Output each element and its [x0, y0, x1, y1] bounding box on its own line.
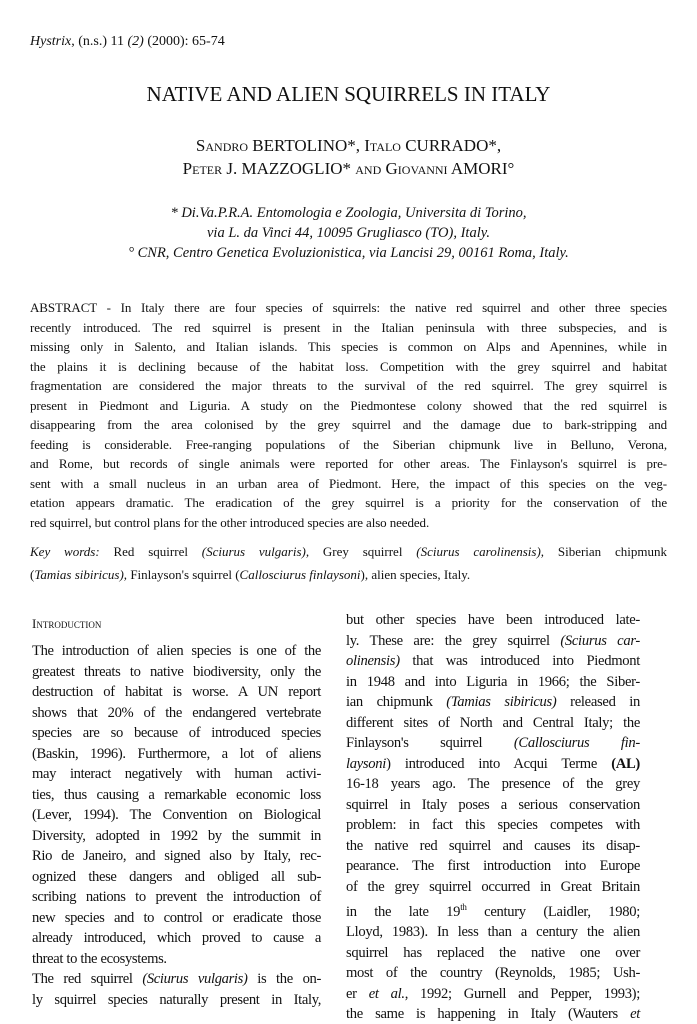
pages: (2000): 65-74 [143, 34, 225, 49]
text-line [32, 641, 321, 662]
authors [0, 134, 697, 180]
text-line [346, 692, 640, 713]
text-line [32, 846, 321, 867]
text-line [32, 949, 321, 970]
issue: (2) [127, 34, 144, 49]
text-line [346, 922, 640, 943]
text-segment: shows that 20% of the endangered vertebrate [32, 704, 321, 721]
text-segment: the native red squirrel and causes its disap- [346, 837, 640, 854]
text-line [30, 493, 667, 513]
text-line [32, 908, 321, 929]
text-segment: and Rome, but records of single animals were reported for other areas. The Finlayson's squirrel is pre- [30, 456, 667, 471]
text-segment: Finlayson's squirrel ( [127, 567, 240, 582]
text-line [30, 513, 667, 533]
author-line: Sandro BERTOLINO*, Italo CURRADO*, [195, 136, 502, 155]
text-segment: Key words: [30, 544, 100, 559]
text-segment: The introduction of alien species is one of the [32, 643, 321, 659]
text-line [346, 713, 640, 734]
text-segment: (Callosciurus fin- [513, 735, 640, 751]
text-line [32, 990, 321, 1011]
text-segment: ian chipmunk [346, 694, 447, 710]
text-segment: but other species have been introduced late- [346, 612, 640, 628]
text-segment: Red squirrel [99, 544, 202, 559]
text-segment: (Baskin, 1996). Furthermore, a lot of aliens [32, 745, 321, 762]
text-line [30, 435, 667, 455]
text-segment: ) introduced into Acqui Terme [386, 755, 612, 772]
text-segment: the same is happening in Italy (Wauters [346, 1006, 631, 1023]
section-heading-introduction: Introduction [32, 616, 102, 631]
text-segment: century (Laidler, 1980; [466, 903, 640, 920]
journal-citation [30, 34, 225, 50]
volume: , (n.s.) 11 [71, 34, 128, 49]
left-column-text [32, 641, 321, 1010]
text-line [30, 357, 667, 377]
keywords [30, 540, 667, 586]
text-segment: missing only in Salento, and Italian islands. This species is common on Alps and Apennines, while in [30, 339, 667, 354]
text-line [346, 1004, 640, 1024]
text-segment: ties, thus causing a remarkable economic loss [32, 786, 321, 803]
text-segment: ly. These are: the grey squirrel [346, 632, 561, 649]
text-line [346, 754, 640, 775]
journal-name: Hystrix [30, 34, 72, 49]
text-segment: the plains it is declining because of the habitat loss. Competition with the grey squirrel and habitat [30, 358, 667, 374]
text-line [32, 744, 321, 765]
text-segment: already introduced, which proved to cause a [32, 930, 321, 946]
text-line [346, 856, 640, 877]
text-segment: problem: in fact this species competes with [346, 817, 640, 833]
text-segment: in the late 19 [346, 903, 461, 920]
text-segment: threat to the ecosystems. [32, 950, 167, 967]
text-segment: fragmentation are considered the major threats to the survival of the red squirrel. The grey squirrel is [30, 378, 667, 393]
abstract [30, 298, 667, 532]
text-segment: 16-18 years ago. The presence of the grey [346, 776, 640, 792]
text-line [346, 836, 640, 857]
text-segment: red squirrel, but control plans for the other introduced species are also needed. [30, 514, 430, 530]
text-line [30, 298, 667, 318]
text-segment: (Lever, 1994). The Convention on Biological [32, 807, 321, 823]
affiliation-line: ° CNR, Centro Genetica Evoluzionistica, via Lancisi 29, 00161 Roma, Italy. [128, 245, 569, 261]
text-line [346, 897, 640, 922]
text-segment: ), alien species, Italy. [360, 567, 471, 582]
text-segment: ognized these dangers and obliged all sub- [32, 868, 321, 885]
text-segment: feeding is considerable. Free-ranging populations of the Siberian chipmunk live in Belluno, Verona, [30, 436, 667, 452]
text-segment: (Sciurus carolinensis), [416, 544, 545, 559]
text-segment: Diversity, adopted in 1992 by the summit in [32, 827, 321, 844]
text-segment: sent with a small nucleus in an urban area of Piedmont. Here, the impact of this species on the veg- [30, 475, 667, 491]
text-line [346, 733, 640, 754]
text-segment: new species and to control or eradicate those [32, 909, 321, 926]
text-line [30, 337, 667, 357]
text-segment: that was introduced into Piedmont [399, 653, 640, 669]
text-segment: may interact negatively with human activi- [32, 766, 321, 782]
text-segment: (AL) [611, 755, 640, 772]
text-line [346, 815, 640, 836]
text-segment: recently introduced. The red squirrel is present in the Italian peninsula with three subspecies, and is [30, 319, 667, 335]
text-segment: Grey squirrel [309, 544, 417, 559]
text-line [32, 703, 321, 724]
text-line [32, 723, 321, 744]
text-line [32, 826, 321, 847]
text-segment: is the on- [247, 971, 321, 987]
text-segment: ABSTRACT - In Italy there are four species of squirrels: the native red squirrel and other three species [30, 300, 667, 315]
text-segment: released in [556, 694, 640, 710]
text-segment: destruction of habitat is worse. A UN report [32, 684, 321, 700]
text-line [30, 540, 667, 563]
text-line [346, 795, 640, 816]
text-line [30, 376, 667, 396]
text-segment: Tamias sibiricus), [34, 567, 128, 582]
text-line [346, 877, 640, 898]
text-segment: (Sciurus car- [560, 632, 640, 649]
text-segment: Finlayson's squirrel [346, 735, 514, 751]
text-segment: present in Piedmont and Liguria. A study on the Piedmontese colony showed that the red squirrel is [30, 397, 667, 413]
text-segment: different sites of North and Central Italy; the [346, 714, 640, 731]
text-segment: Lloyd, 1983). In less than a century the alien [346, 924, 640, 941]
text-line [32, 928, 321, 949]
text-segment: Callosciurus finlaysoni [239, 567, 361, 582]
text-segment: Rio de Janeiro, and signed also by Italy, rec- [32, 848, 321, 864]
text-segment: of the grey squirrel occurred in Great Britain [346, 878, 640, 895]
text-segment: most of the country (Reynolds, 1985; Ush- [346, 965, 640, 982]
text-line [30, 474, 667, 494]
text-segment: Siberian chipmunk [544, 544, 667, 559]
affiliation-line: via L. da Vinci 44, 10095 Grugliasco (TO), Italy. [206, 225, 490, 241]
text-line [32, 867, 321, 888]
text-segment: disappearing from the area colonised by the grey squirrel and the damage due to bark-stripping and [30, 417, 667, 432]
text-segment: (Sciurus vulgaris) [142, 971, 248, 987]
text-line [30, 415, 667, 435]
text-segment: , 1992; Gurnell and Pepper, 1993); [404, 985, 641, 1002]
text-line [30, 318, 667, 338]
text-segment: olinensis) [346, 653, 400, 669]
text-segment: etation appears dramatic. The eradication of the grey squirrel is a priority for the conservation of the [30, 495, 667, 510]
text-line [32, 887, 321, 908]
text-segment: pearance. The first introduction into Europe [346, 858, 640, 874]
text-segment: et [630, 1006, 640, 1023]
text-line [32, 969, 321, 990]
paper-title: NATIVE AND ALIEN SQUIRRELS IN ITALY [146, 82, 551, 106]
text-line [32, 785, 321, 806]
text-segment: in 1948 and into Liguria in 1966; the Siber- [346, 673, 640, 690]
text-segment: greatest threats to native biodiversity, only the [32, 663, 321, 680]
text-segment: ( [30, 567, 35, 582]
right-column-text [346, 610, 640, 1024]
text-segment: The red squirrel [32, 971, 143, 987]
text-segment: er [346, 985, 369, 1002]
text-line [346, 963, 640, 984]
text-line [30, 563, 667, 586]
text-segment: squirrel in Italy poses a serious conservation [346, 796, 640, 813]
text-line [346, 774, 640, 795]
text-segment: scribing nations to prevent the introduction of [32, 889, 321, 905]
text-line [30, 396, 667, 416]
text-line [346, 984, 640, 1005]
text-segment: ly squirrel species naturally present in Italy, [32, 991, 321, 1008]
text-segment: species are so because of introduced species [32, 725, 321, 741]
affiliations [0, 203, 697, 263]
text-line [346, 651, 640, 672]
text-line [32, 805, 321, 826]
text-line [346, 631, 640, 652]
text-line [32, 682, 321, 703]
text-segment: (Sciurus vulgaris), [201, 544, 310, 559]
text-segment: th [460, 902, 467, 912]
text-line [346, 672, 640, 693]
text-line [32, 764, 321, 785]
text-line [30, 454, 667, 474]
text-line [346, 610, 640, 631]
text-segment: (Tamias sibiricus) [446, 694, 557, 710]
text-segment: laysoni [346, 755, 387, 772]
text-segment: et al. [368, 985, 405, 1002]
text-line [32, 662, 321, 683]
affiliation-line: * Di.Va.P.R.A. Entomologia e Zoologia, Universita di Torino, [170, 205, 527, 221]
text-segment: squirrel has replaced the native one over [346, 944, 640, 961]
text-line [346, 943, 640, 964]
author-line: Peter J. MAZZOGLIO* and Giovanni AMORI° [182, 159, 515, 178]
